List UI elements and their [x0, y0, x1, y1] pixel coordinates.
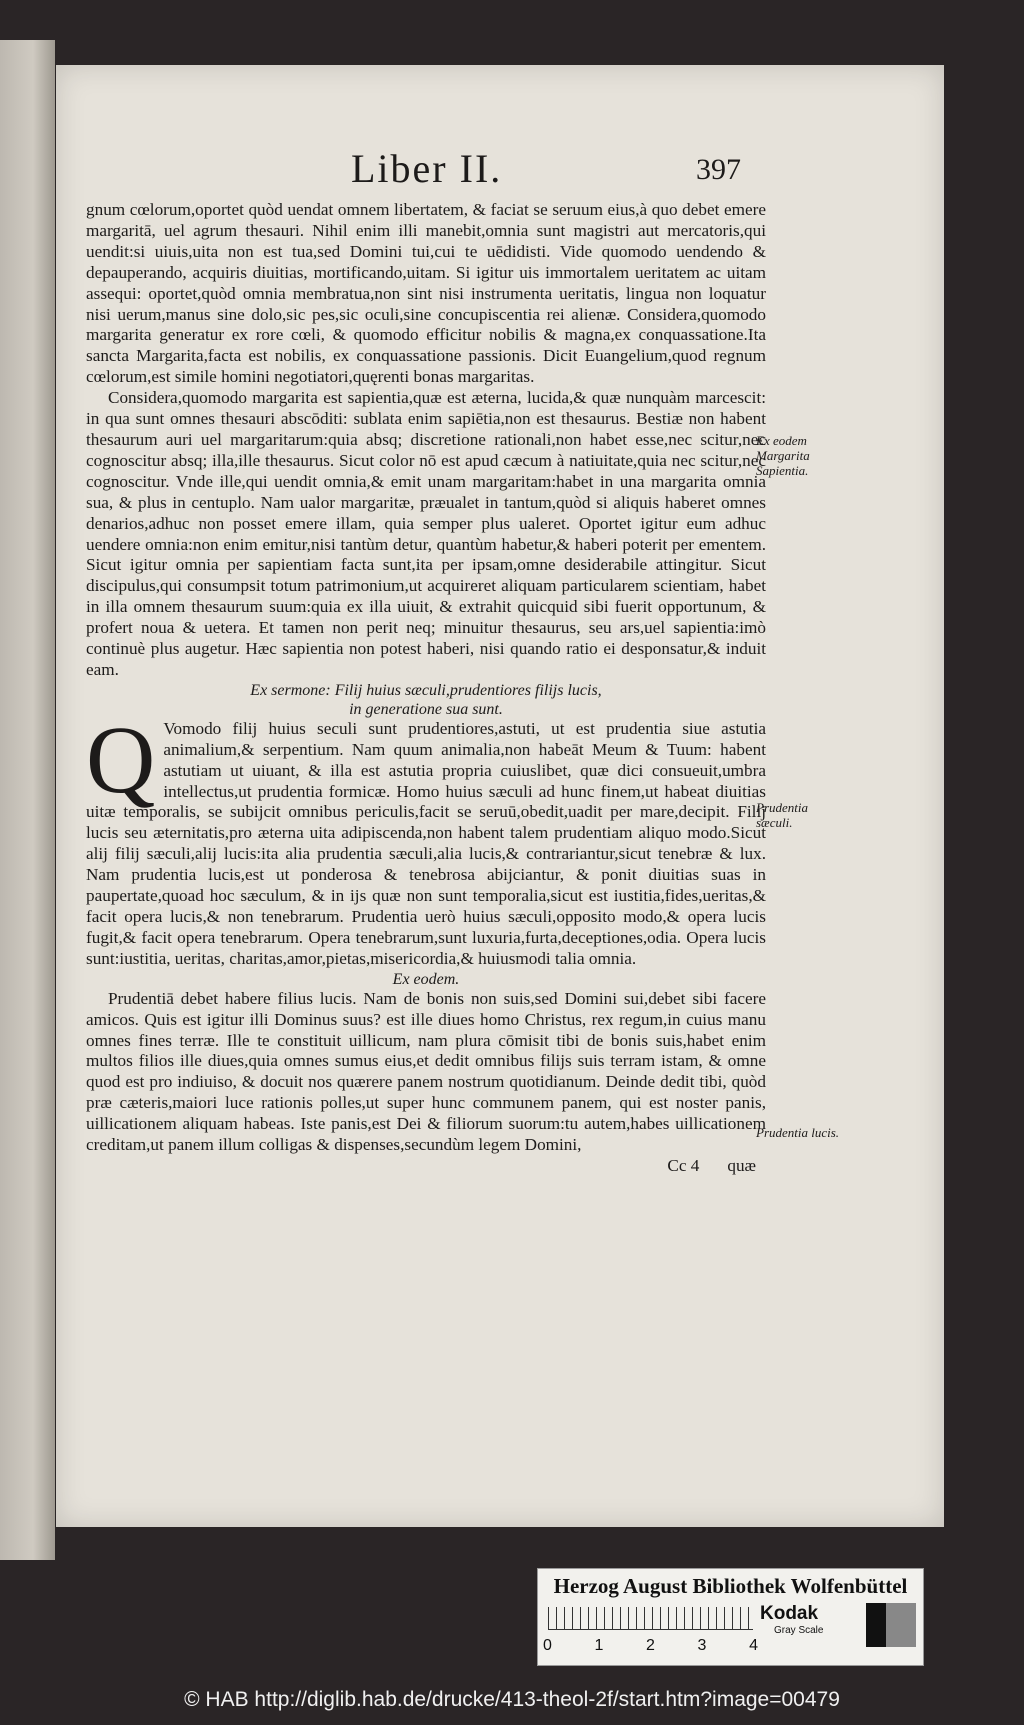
page-number: 397: [696, 153, 741, 186]
ruler-numbers: [543, 1637, 758, 1655]
ruler-number: 3: [697, 1637, 707, 1654]
signature-line: [86, 1156, 766, 1177]
paragraph: Considera,quomodo margarita est sapientia,quæ est æterna, lucida,& quæ nunquàm marcescit: in qua sunt omnes thesauri abscōditi: sublata enim sapiētia,non est thesaurus. Bestiæ non habent thesaurum auri uel margaritarum:quia absq; discretione rationali,non habet esse,nec scitur,nec cognoscitur absq; illa,ille thesaurus. Sicut color nō est apud cæcum à natiuitate,quia nec scitur,nec cognoscitur. Vnde ille,qui uendit omnia,& emit unam margaritam:habet in una margarita omnia sua, & plus in centuplo. Nam ualor margaritæ, præualet in tantum,quòd si aliquis haberet omnes denarios,adhuc non posset emere illam, quia semper plus ualeret. Oportet igitur eum adhuc uendere omnia:non enim emitur,nisi tantùm detur, quantùm habetur,& haberi poterit per ementem. Sicut igitur omnia per sapientiam facta sunt,ita per ipsam,omne desiderabile attingitur. Sicut discipulus,qui consumpsit totum patrimonium,ut acquireret aliquam particularem scientiam, habet in illa omnem thesaurum suum:quia ex illa uiuit, & extrahit quicquid sibi fuerit opportunum, & profert noua & uetera. Et tamen non perit neq; minuitur thesaurus, seu ars,uel sapientia:imò continuè plus augetur. Hæc sapientia non potest haberi, nisi quando ratio ei desponsatur,& induit eam.: [86, 388, 766, 679]
ruler-number: 2: [646, 1637, 655, 1654]
section-heading: Ex eodem.: [392, 970, 460, 988]
ruler-number: 0: [543, 1637, 552, 1654]
kodak-gray-scale: [760, 1603, 860, 1649]
margin-note: Ex eodem Margarita Sapientia.: [756, 433, 810, 478]
section-heading-line: Ex sermone: Filij huius sæculi,prudentiores filijs lucis,: [250, 681, 602, 699]
section-heading-line: in generatione sua sunt.: [349, 700, 503, 718]
drop-cap-initial: Q: [86, 705, 156, 813]
running-head-title: Liber II.: [351, 146, 503, 191]
paragraph: Prudentiā debet habere filius lucis. Nam de bonis non suis,sed Domini sui,debet sibi facere amicos. Quis est igitur illi Dominus suus? est ille diues homo Christus, rex regum,in cuius manu omnes fines terræ. Ille te constituit uillicum, nam plura cōmisit tibi de bonis suis,habet enim multos filios ille diues,quia omnes sumus eius,et dedit omnibus filijs suis terram istam, & omne quod est pro indiuiso, & docuit nos quærere panem nostrum quotidianum. Deinde dedit tibi, quòd præ cæteris,maiori luce rationis polles,ut super hunc communem panem, qui est noster panis, uillicationem aliquam habeas. Iste panis,est Dei & filiorum suorum:tu autem,habes uillicationem creditam,ut panem illum colligas & dispenses,secundùm legem Domini,: [86, 988, 766, 1155]
ruler-number: 4: [749, 1637, 758, 1654]
catchword: quæ: [727, 1155, 756, 1175]
signature-mark: Cc 4: [667, 1155, 700, 1175]
gray-scale-label: Gray Scale: [774, 1625, 824, 1636]
margin-note: Prudentia sæculi.: [756, 800, 808, 830]
book-page: [56, 65, 944, 1527]
ruler-number: 1: [594, 1637, 604, 1654]
copyright-footer: © HAB http://diglib.hab.de/drucke/413-theol-2f/start.htm?image=00479: [184, 1688, 840, 1711]
margin-note: Prudentia lucis.: [756, 1125, 840, 1140]
section-heading: [86, 681, 766, 719]
running-head: [56, 145, 944, 195]
paragraph: gnum cœlorum,oportet quòd uendat omnem libertatem, & faciat se seruum eius,à quo debet emere margaritā, uel agrum thesauri. Nihil enim illi manebit,omnia sunt magistri aut mercatoris,qui uendit:si uiuis,uita non est tua,sed Domini tui,cui te uēdidisti. Vide quomodo uendendo & depauperando, acquiris diuitias, mortificando,uitam. Si igitur uis immortalem ueritatem ac uitam assequi: oportet,quòd omnia membratua,non sint nisi instrumenta ueritatis, lingua non loquatur nisi uerum,manus sine dolo,sic pes,sic oculi,sine concupiscentia rei alienæ. Considera,quomodo margarita generatur ex rore cœli, & quomodo efficitur nobilis & magna,ex conquassatione.Ita sancta Margarita,facta est nobilis, ex conquassatione passionis. Dicit Euangelium,quod regnum cœlorum,est simile homini negotiatori,quęrenti bonas margaritas.: [86, 200, 766, 387]
facing-page-edge: [0, 40, 55, 1560]
library-color-card: [537, 1568, 924, 1666]
kodak-logo: Kodak: [760, 1603, 819, 1624]
measurement-ruler: [548, 1607, 753, 1630]
main-text-block: [86, 200, 766, 1177]
library-name: Herzog August Bibliothek Wolfenbüttel: [553, 1574, 908, 1598]
paragraph-text: Vomodo filij huius seculi sunt prudentiores,astuti, ut est prudentia siue astutia animalium,& serpentium. Nam quum animalia,non habeāt Meum & Tuum: habent astutiam ut uiuant, & illa est astutia propria cuiuslibet, quæ dici consueuit,umbra intellectus,ut prudentia formicæ. Homo huius sæculi ad hunc finem,ut habeat diuitias uitæ temporalis, se subijcit omnibus periculis,facit se seruū,obedit,uadit per mare,decipit. Filij lucis seu æternitatis,pro æterna uita adipiscenda,non habent talem prudentiam aliquo modo.Sicut alij filij sæculi,alij lucis:ita alia prudentia sæculi,alia lucis,& contrariantur,sicut tenebræ & lux. Nam prudentia lucis,est ut ponderosa & tenebrosa abijciantur, & ponit diuitias suas in paupertate,quoad hoc sæculum, & in ijs quæ non sunt temporalia,sicut est iustitia,fides,ueritas,& facit opera lucis,& non tenebrarum. Prudentia uerò huius sæculi,opposito modo,& opera lucis fugit,& facit opera tenebrarum. Opera tenebrarum,sunt luxuria,furta,deceptiones,odia. Opera lucis sunt:iustitia, ueritas, charitas,amor,pietas,misericordia,& huiusmodi talia omnia.: [86, 718, 766, 968]
gray-scale-patch: [866, 1603, 916, 1647]
